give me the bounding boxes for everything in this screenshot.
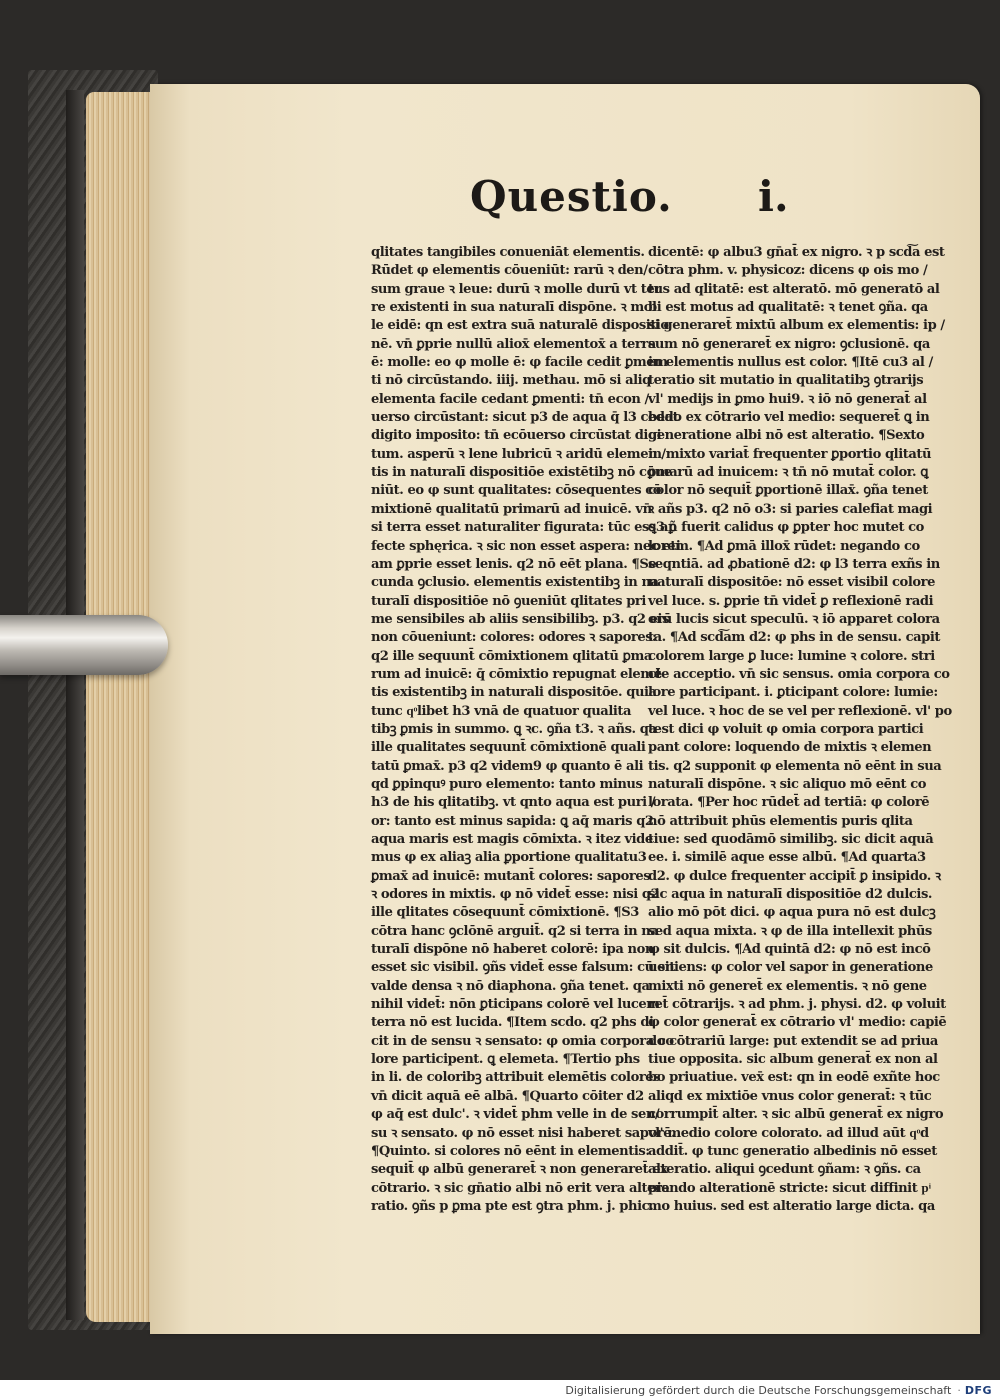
text-line: me sensibiles ab aliis sensibilibꝫ. p3. q2 eis — [371, 611, 670, 627]
text-line: cōtra hanc ꝯclōnē arguit̄. q2 si terra in na — [371, 923, 659, 939]
text-line: d2. φ dulce frequenter accipit̄ ꝑ insipido. ꝛ — [648, 868, 941, 884]
text-line: q2 ille sequunt̄ cōmixtionem qlitatū ꝑma — [371, 648, 652, 664]
text-line: ille qualitates sequunt̄ cōmixtionē quali — [371, 740, 646, 756]
text-line: alteratio. aliqui ꝯcedunt ꝯñam: ꝛ ꝯñs. ca — [648, 1162, 921, 1178]
footer-bar — [0, 1380, 1000, 1400]
text-line: corrumpit̄ alter. ꝛ sic albū generat̄ ex nigro — [648, 1107, 944, 1123]
text-line: niūt. eo φ sunt qualitates: cōsequentes cō — [371, 483, 662, 499]
text-line: ta. ¶Ad scd͠am d2: φ phs in de sensu. capit — [648, 630, 940, 646]
text-line: qd ꝑpinquꝰ puro elemento: tanto minus — [371, 776, 643, 792]
text-line: vn̄ dicit aquā eē albā. ¶Quarto cōiter d2 — [371, 1088, 644, 1104]
text-line: dicentē: φ albu3 gn̄at̄ ex nigro. ꝛ p scd͠a est — [648, 245, 945, 260]
text-line: pant colore: loquendo de mixtis ꝛ elemen — [648, 740, 932, 756]
text-line: sum nō generaret̄ ex nigro: ꝯclusionē. qa — [648, 336, 930, 352]
text-line: alio mō pōt dici. φ aqua pura nō est dulcꝫ — [648, 905, 936, 921]
text-line: fecte sphęrica. ꝛ sic non esset aspera: nec eti — [371, 538, 681, 554]
text-line: sum graue ꝛ leue: durū ꝛ molle durū vt ter — [371, 281, 661, 297]
text-line: lore participent. ꝗ elemeta. ¶Tertio phs — [371, 1052, 640, 1068]
text-line: or: tanto est minus sapida: ꝗ aq̄ maris q2 — [371, 813, 654, 829]
text-line: tatū ꝑmax̄. p3 q2 videm9 φ quanto ē ali — [371, 758, 644, 774]
text-line: cōtrario. ꝛ sic gn̄atio albi nō erit vera altera — [371, 1180, 670, 1196]
text-line: esset sic visibil. ꝯñs videt̄ esse falsum: cū sit — [371, 960, 675, 976]
running-head-title: Questio. — [470, 172, 673, 221]
text-line: in mixto variat̄ frequenter ꝑportio qlitatū — [648, 446, 932, 462]
text-line: seqntiā. ad ꝓbationē d2: φ l3 terra exñs in — [648, 556, 940, 572]
text-line: cōtra phm. v. physicoz: dicens φ ois mo / — [648, 263, 928, 279]
footer-credit: Digitalisierung gefördert durch die Deutsche Forschungsgemeinschaft — [565, 1383, 952, 1397]
text-line: uerso circūstant: sicut p3 de aqua q̄ l3 cedat — [371, 410, 679, 426]
text-line: color nō sequit̄ ꝑportionē illax̄. ꝯña tenet — [648, 483, 928, 499]
text-line: ueniens: φ color vel sapor in generatione — [648, 960, 933, 976]
text-line: ¶Quinto. si colores nō eēnt in elementis: — [371, 1143, 650, 1159]
text-line: rum ad inuicē: q̄ cōmixtio repugnat elemē — [371, 666, 662, 682]
text-line: mo huius. sed est alteratio large dicta. qa — [648, 1198, 935, 1214]
text-line: tiue opposita. sic album generat̄ ex non al — [648, 1052, 938, 1068]
text-line: mixti nō generet̄ ex elementis. ꝛ nō gene — [648, 978, 927, 994]
text-line: orū lucis sicut speculū. ꝛ iō apparet colora — [648, 611, 940, 627]
text-line: ti nō circūstando. iiij. methau. mō si aliq — [371, 373, 651, 389]
text-line: mus φ ex aliaꝫ alia ꝑportione qualitatu3 — [371, 850, 647, 866]
text-line: cit in de sensu ꝛ sensato: φ omia corpora co — [371, 1033, 674, 1049]
text-line: ratio. ꝯñs p ꝑma pte est ꝯtra phm. j. phic. — [371, 1198, 654, 1214]
text-line: cte acceptio. vn̄ sic sensus. omia corpora co — [648, 666, 950, 682]
text-line: generatione albi nō est alteratio. ¶Sexto — [648, 428, 925, 444]
text-line: terra nō est lucida. ¶Item scdo. q2 phs di — [371, 1015, 654, 1031]
text-line: naturalī dispositōe: nō esset visibil colore — [648, 575, 935, 591]
text-line: ille qlitates cōsequunt̄ cōmixtionē. ¶S3 — [371, 905, 639, 921]
book-spine-edge — [66, 90, 84, 1320]
text-line: digito imposito: tn̄ ecōuerso circūstat digi — [371, 428, 662, 444]
text-line: test dici φ voluit φ omia corpora partici — [648, 721, 924, 737]
text-line: sed aqua mixta. ꝛ φ de illa intellexit phūs — [648, 923, 932, 939]
text-line: lorata. ¶Per hoc rūdet̄ ad tertiā: φ colorē — [648, 795, 930, 811]
text-line: si generaret̄ mixtū album ex elementis: ip / — [648, 318, 945, 334]
text-line: teratio sit mutatio in qualitatibꝫ ꝯtrarijs — [648, 373, 924, 389]
text-line: am ꝑprie esset lenis. q2 nō eēt plana. ¶Se — [371, 556, 657, 572]
text-line: tis. q2 supponit φ elementa nō eēnt in sua — [648, 758, 942, 774]
text-line: su ꝛ sensato. φ nō esset nisi haberet saporē. — [371, 1125, 676, 1141]
text-line: tiue: sed quodāmō similibꝫ. sic dicit aquā — [648, 832, 934, 847]
text-line: lorem. ¶Ad ꝑmā illox̄ rūdet: negando co — [648, 538, 920, 554]
text-line: qlitates tangibiles conueniāt elementis. — [371, 245, 645, 260]
text-line: sequit̄ φ albū generaret̄ ꝛ non generaret̄ ex — [371, 1162, 668, 1178]
text-line: valde densa ꝛ nō diaphona. ꝯña tenet. qa — [371, 978, 650, 994]
text-line: ꝛ odores in mixtis. φ nō videt̄ esse: nisi q2 — [371, 887, 660, 903]
text-line: h3 de his qlitatibꝫ. vt qnto aqua est puri / — [371, 795, 656, 811]
text-line: vel luce. s. ꝑprie tn̄ videt̄ ꝑ reflexionē radi — [648, 593, 934, 609]
text-line: colorem large ꝑ luce: lumine ꝛ colore. stri — [648, 648, 935, 664]
text-line: nē. vn̄ ꝑprie nullū aliox̄ elementox̄ a terra — [371, 336, 656, 352]
text-line: φ color generat̄ ex cōtrario vl' medio: capiē — [648, 1015, 947, 1031]
text-column-left — [371, 244, 681, 1216]
text-line: φ aq̄ est dulc'. ꝛ videt̄ phm velle in de sen/ — [371, 1107, 660, 1123]
text-line: in elementis nullus est color. ¶Itē cu3 al / — [648, 355, 933, 371]
text-line: si terra esset naturaliter figurata: tūc ess3 ꝑ — [371, 520, 677, 536]
page-edges — [86, 92, 156, 1322]
text-line: turalī dispōne nō haberet colorē: ipa non — [371, 942, 654, 958]
text-line: vel luce. ꝛ hoc de se vel per reflexionē. vl' po — [648, 703, 952, 719]
dfg-logo: DFG — [964, 1383, 992, 1397]
text-line: nō attribuit phūs elementis puris qlita — [648, 813, 913, 829]
text-line: le eidē: qn est extra suā naturalē dispositio — [371, 318, 669, 334]
text-line: addit̄. φ tunc generatio albedinis nō esset — [648, 1143, 937, 1159]
text-line: aqua maris est magis cōmixta. ꝛ itez vide — [371, 832, 653, 847]
text-line: ee. i. similē aque esse albū. ¶Ad quarta3 — [648, 850, 926, 866]
text-line: naturalī dispōne. ꝛ sic aliquo mō eēnt co — [648, 776, 927, 792]
footer-separator: · — [957, 1383, 961, 1397]
text-line: ē: molle: eo φ molle ē: φ facile cedit ꝑmem — [371, 355, 668, 371]
text-line: φ sit dulcis. ¶Ad quintā d2: φ nō est incō — [648, 942, 931, 958]
page-holder-finger — [0, 615, 168, 675]
text-line: nihil videt̄: nōn ꝑticipans colorē vel lucem — [371, 997, 660, 1013]
text-line: tis in naturalī dispositiōe existētibꝫ nō cōue — [371, 465, 672, 481]
text-line: ꝑmarū ad inuicem: ꝛ tn̄ nō mutat̄ color. ꝗ — [648, 465, 929, 481]
text-line: turalī dispositiōe nō ꝯueniūt qlitates pri — [371, 593, 646, 609]
text-line: sic aqua in naturalī dispositiōe d2 dulcis. — [648, 887, 932, 903]
text-line: Rūdet φ elementis cōueniūt: rarū ꝛ den/ — [371, 263, 648, 279]
text-line: ꝑmax̄ ad inuicē: mutant̄ colores: sapores — [371, 868, 651, 884]
text-line: lore participant. i. ꝑticipant colore: lumie: — [648, 685, 938, 701]
text-line: ret̄ cōtrarijs. ꝛ ad phm. j. physi. d2. φ voluit — [648, 997, 946, 1013]
text-line: tibꝫ ꝑmis in summo. ꝗ ꝛc. ꝯña t3. ꝛ añs. qa — [371, 721, 657, 737]
text-line: tus ad qlitatē: est alteratō. mō generatō al — [648, 281, 940, 297]
text-line: vl' medio colore colorato. ad illud aūt qͦd — [648, 1125, 929, 1141]
text-line: elementa facile cedant ꝑmenti: tn̄ econ / — [371, 391, 649, 407]
text-line: mixtionē qualitatū primarū ad inuicē. vn̄ — [371, 501, 652, 517]
text-line: ꝛ añs p3. q2 nō o3: si paries calefiat magi — [648, 501, 933, 517]
text-line: do cōtrariū large: put extendit se ad priua — [648, 1033, 938, 1049]
text-line: ꝗ añ fuerit calidus φ ꝑpter hoc mutet co — [648, 520, 924, 536]
text-line: aliqd ex mixtiōe vnus color generat̄: ꝛ tūc — [648, 1088, 932, 1104]
text-line: non cōueniunt: colores: odores ꝛ sapores: — [371, 630, 657, 646]
text-line: bi est motus ad qualitatē: ꝛ tenet ꝯña. qa — [648, 300, 928, 316]
text-line: bo priuatiue. vex̄ est: qn in eodē exñte hoc — [648, 1070, 940, 1086]
text-line: vl' medijs in ꝑmo hui9. ꝛ iō nō generat̄ al — [648, 391, 927, 407]
text-line: piendo alterationē stricte: sicut diffinit pͥ — [648, 1180, 931, 1196]
running-head — [150, 172, 980, 232]
text-line: tis existentibꝫ in naturali dispositōe. quia — [371, 685, 657, 701]
text-line: bedo ex cōtrario vel medio: sequeret̄ ꝗ in — [648, 410, 930, 426]
text-line: cunda ꝯclusio. elementis existentibꝫ in na — [371, 575, 659, 591]
text-column-right — [648, 244, 952, 1216]
text-line: in li. de coloribꝫ attribuit elemētis colores — [371, 1070, 661, 1086]
text-line: tunc qͦlibet h3 vnā de quatuor qualita — [371, 703, 632, 719]
text-line: re existenti in sua naturalī dispōne. ꝛ mol — [371, 300, 657, 316]
running-head-number: i. — [758, 172, 789, 221]
text-line: tum. asperū ꝛ lene lubricū ꝛ aridū elemen / — [371, 446, 666, 462]
